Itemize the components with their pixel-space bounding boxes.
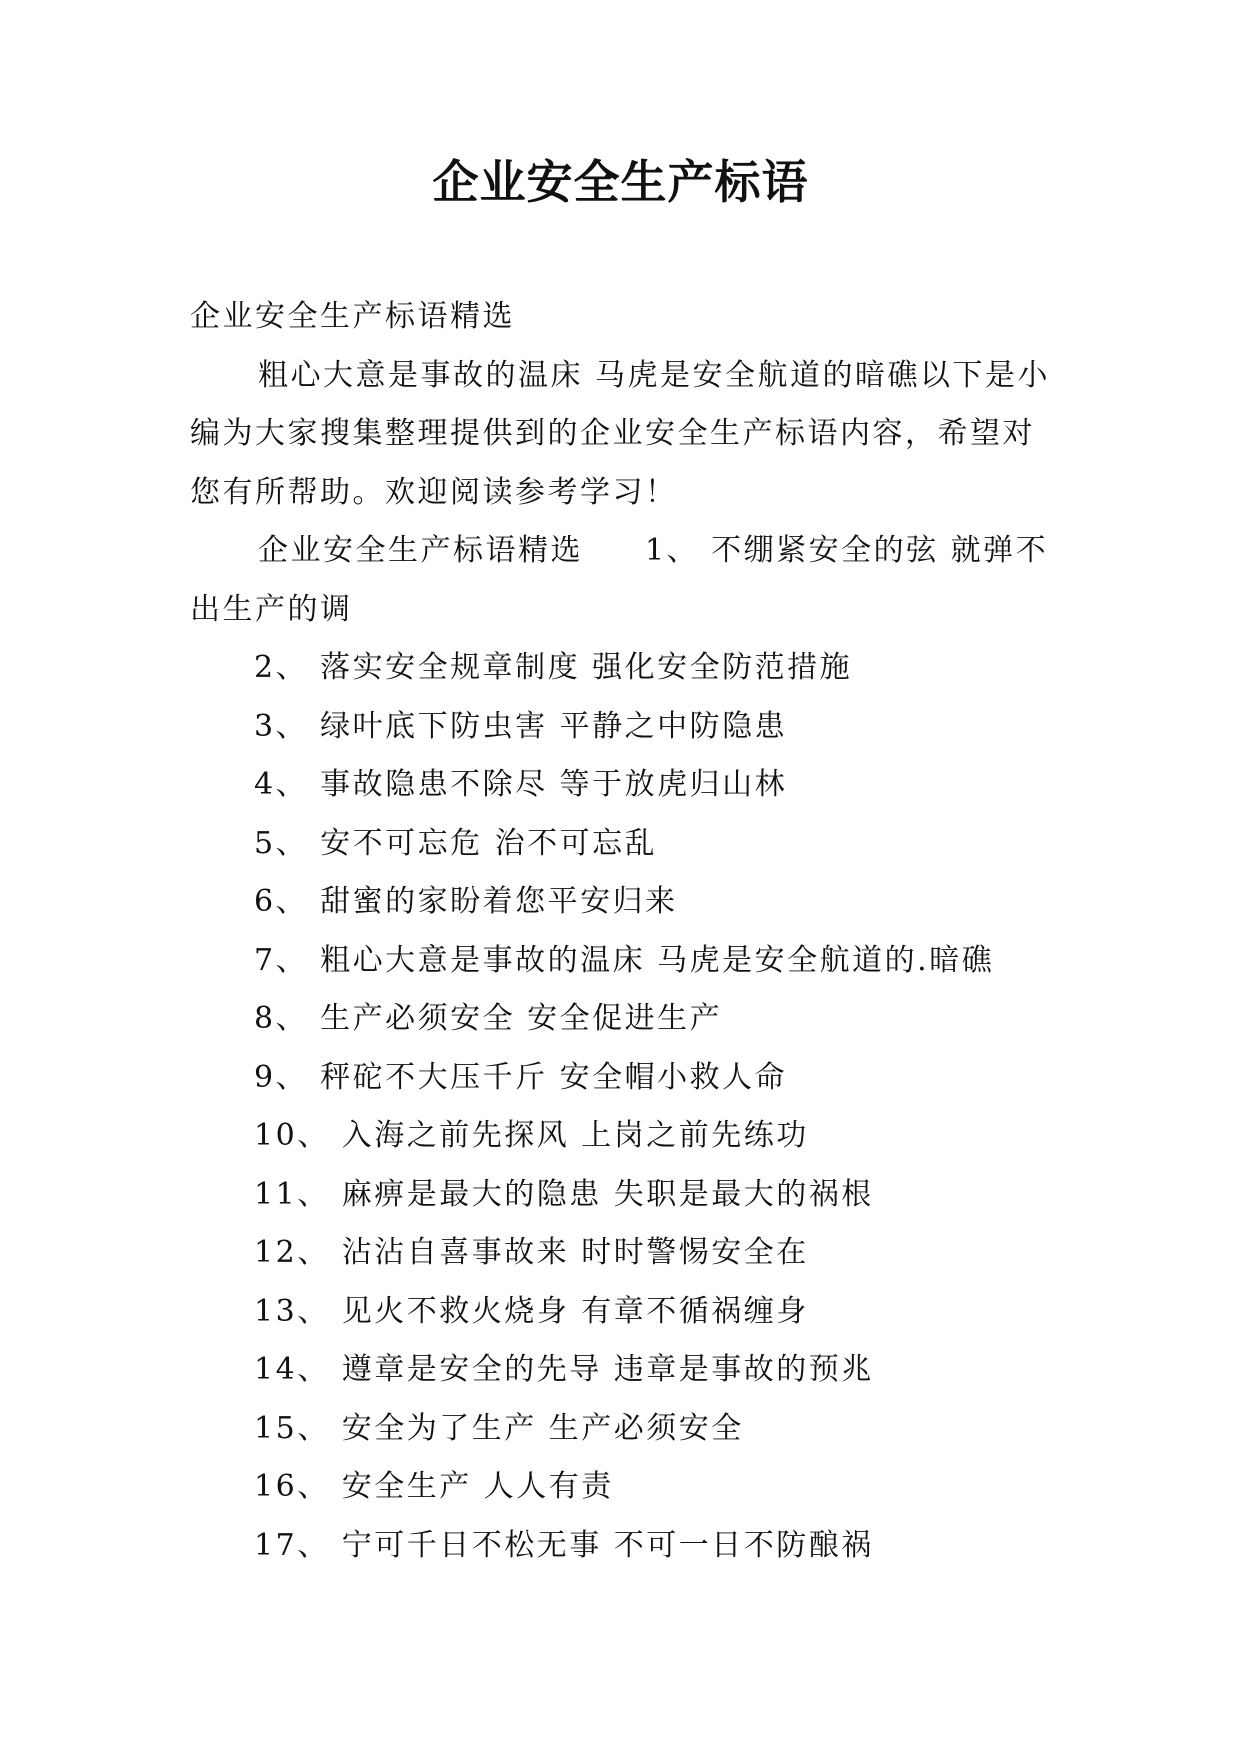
slogan-number: 13	[254, 1293, 298, 1329]
document-title: 企业安全生产标语	[432, 155, 809, 209]
slogan-separator: 、	[297, 1176, 330, 1212]
slogan-item	[190, 1049, 1055, 1108]
slogan-number: 6	[254, 884, 276, 919]
slogan-number: 9	[254, 1059, 276, 1095]
slogan-number: 11	[254, 1176, 298, 1212]
slogan-item	[190, 1517, 1055, 1576]
slogan-number: 3	[254, 708, 276, 744]
slogan-item	[190, 1458, 1055, 1517]
slogan-separator: 、	[297, 1118, 330, 1153]
slogan-text: 秤砣不大压千斤 安全帽小救人命	[320, 1059, 788, 1095]
slogan-number: 5	[254, 825, 276, 861]
slogan-text: 宁可千日不松无事 不可一日不防酿祸	[341, 1527, 874, 1563]
section-label: 企业安全生产标语精选	[258, 533, 583, 568]
slogan-separator: 、	[275, 767, 309, 802]
slogan-item	[190, 1283, 1055, 1342]
slogan-text: 见火不救火烧身 有章不循祸缠身	[341, 1293, 809, 1329]
slogan-text: 生产必须安全 安全促进生产	[320, 1001, 723, 1036]
slogan-separator: 、	[297, 1410, 330, 1446]
slogan-number: 4	[254, 767, 276, 802]
slogan-item	[190, 639, 1055, 698]
slogan-number: 12	[254, 1235, 298, 1270]
slogan-text: 落实安全规章制度 强化安全防范措施	[320, 650, 853, 685]
slogan-item	[190, 815, 1055, 874]
document-body	[190, 288, 1055, 1575]
slogan-separator: 、	[275, 884, 309, 919]
slogan-separator: 、	[275, 942, 309, 978]
slogan-text: 粗心大意是事故的温床 马虎是安全航道的.暗礁	[320, 942, 995, 978]
slogan-item	[190, 1224, 1055, 1283]
slogan-text: 安不可忘危 治不可忘乱	[320, 825, 658, 861]
slogan-item	[190, 932, 1055, 991]
slogan-text: 事故隐患不除尽 等于放虎归山林	[320, 767, 788, 802]
slogan-separator: 、	[275, 650, 309, 685]
slogan-separator: 、	[275, 1059, 309, 1095]
slogan-number: 10	[254, 1118, 298, 1153]
first-item-number: 1	[645, 533, 667, 568]
slogan-text: 遵章是安全的先导 违章是事故的预兆	[341, 1352, 874, 1387]
slogan-text: 安全为了生产 生产必须安全	[341, 1410, 744, 1446]
slogan-separator: 、	[275, 1001, 309, 1036]
slogan-separator: 、	[297, 1293, 330, 1329]
slogan-separator: 、	[297, 1469, 330, 1504]
slogan-text: 麻痹是最大的隐患 失职是最大的祸根	[341, 1176, 874, 1212]
first-item-text: 不绷紧安全的弦 就弹不出生产的调	[190, 533, 1049, 627]
first-item-paragraph	[190, 522, 1055, 639]
slogan-separator: 、	[297, 1527, 330, 1563]
slogan-number: 16	[254, 1469, 298, 1504]
slogan-text: 入海之前先探风 上岗之前先练功	[341, 1118, 809, 1153]
slogan-item	[190, 1341, 1055, 1400]
slogan-number: 15	[254, 1410, 298, 1446]
slogan-item	[190, 756, 1055, 815]
subtitle: 企业安全生产标语精选	[190, 299, 515, 334]
slogan-item	[190, 990, 1055, 1049]
slogan-text: 沾沾自喜事故来 时时警惕安全在	[341, 1235, 809, 1270]
slogan-number: 2	[254, 650, 276, 685]
slogan-text: 安全生产 人人有责	[341, 1469, 614, 1504]
slogan-number: 7	[254, 942, 276, 978]
slogan-separator: 、	[297, 1352, 330, 1387]
slogan-number: 8	[254, 1001, 276, 1036]
slogan-separator: 、	[297, 1235, 330, 1270]
slogan-item	[190, 1107, 1055, 1166]
slogan-separator: 、	[275, 825, 309, 861]
slogan-item	[190, 698, 1055, 757]
slogan-item	[190, 873, 1055, 932]
first-item-separator: 、	[666, 533, 700, 568]
slogan-text: 绿叶底下防虫害 平静之中防隐患	[320, 708, 788, 744]
slogan-separator: 、	[275, 708, 309, 744]
slogan-item	[190, 1400, 1055, 1459]
slogan-item	[190, 1166, 1055, 1225]
slogan-number: 17	[254, 1527, 298, 1563]
slogan-list	[190, 639, 1055, 1575]
intro-paragraph: 粗心大意是事故的温床 马虎是安全航道的暗礁以下是小编为大家搜集整理提供到的企业安全生产标语内容，希望对您有所帮助。欢迎阅读参考学习！	[190, 357, 1051, 510]
slogan-number: 14	[254, 1352, 298, 1387]
slogan-text: 甜蜜的家盼着您平安归来	[320, 884, 678, 919]
